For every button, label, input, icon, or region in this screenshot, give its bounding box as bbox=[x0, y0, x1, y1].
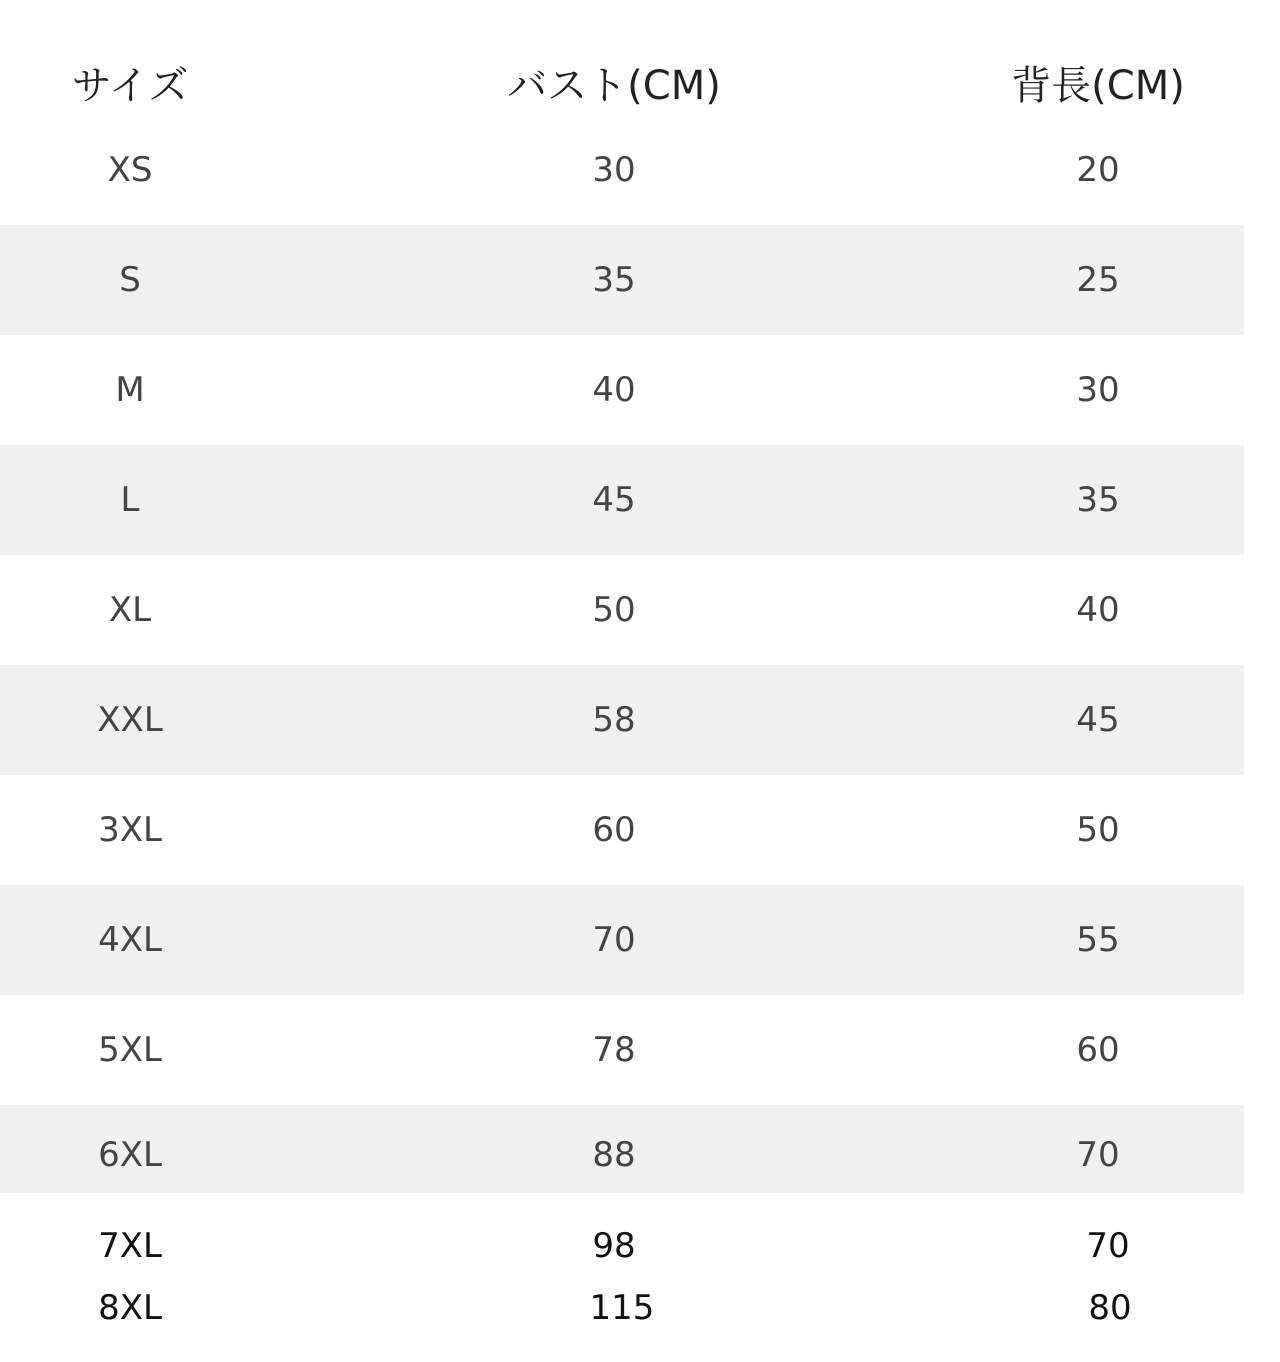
cell-size: 8XL bbox=[98, 1288, 162, 1328]
cell-back-length: 70 bbox=[1076, 1135, 1120, 1175]
header-size: サイズ bbox=[71, 62, 189, 109]
cell-size: XS bbox=[107, 150, 153, 190]
cell-back-length: 40 bbox=[1076, 590, 1120, 630]
cell-size: 7XL bbox=[98, 1226, 162, 1266]
cell-size: 5XL bbox=[98, 1030, 162, 1070]
cell-back-length: 35 bbox=[1076, 480, 1120, 520]
header-back-length: 背長(CM) bbox=[1011, 62, 1185, 109]
table-row bbox=[0, 1105, 1244, 1193]
cell-bust: 115 bbox=[589, 1288, 655, 1328]
cell-bust: 50 bbox=[592, 590, 636, 630]
table-row bbox=[0, 115, 1244, 225]
table-header-row bbox=[0, 40, 1244, 124]
cell-back-length: 70 bbox=[1086, 1226, 1130, 1266]
table-row bbox=[0, 665, 1244, 775]
cell-size: S bbox=[119, 260, 141, 300]
table-row bbox=[0, 1220, 1244, 1272]
cell-size: L bbox=[120, 480, 140, 520]
cell-back-length: 30 bbox=[1076, 370, 1120, 410]
cell-bust: 98 bbox=[592, 1226, 636, 1266]
header-bust: バスト(CM) bbox=[507, 62, 721, 109]
cell-back-length: 50 bbox=[1076, 810, 1120, 850]
table-row bbox=[0, 1282, 1244, 1334]
cell-size: 6XL bbox=[98, 1135, 162, 1175]
cell-bust: 40 bbox=[592, 370, 636, 410]
table-row bbox=[0, 335, 1244, 445]
cell-bust: 35 bbox=[592, 260, 636, 300]
table-row bbox=[0, 995, 1244, 1105]
cell-back-length: 45 bbox=[1076, 700, 1120, 740]
table-row bbox=[0, 555, 1244, 665]
table-row bbox=[0, 775, 1244, 885]
cell-back-length: 60 bbox=[1076, 1030, 1120, 1070]
table-row bbox=[0, 885, 1244, 995]
cell-back-length: 80 bbox=[1088, 1288, 1132, 1328]
table-row bbox=[0, 445, 1244, 555]
cell-bust: 58 bbox=[592, 700, 636, 740]
cell-back-length: 55 bbox=[1076, 920, 1120, 960]
cell-bust: 88 bbox=[592, 1135, 636, 1175]
cell-size: 3XL bbox=[98, 810, 162, 850]
cell-bust: 70 bbox=[592, 920, 636, 960]
cell-size: XXL bbox=[97, 700, 163, 740]
cell-bust: 45 bbox=[592, 480, 636, 520]
cell-size: 4XL bbox=[98, 920, 162, 960]
cell-bust: 60 bbox=[592, 810, 636, 850]
cell-bust: 78 bbox=[592, 1030, 636, 1070]
table-row bbox=[0, 225, 1244, 335]
cell-back-length: 25 bbox=[1076, 260, 1120, 300]
cell-size: M bbox=[115, 370, 145, 410]
cell-back-length: 20 bbox=[1076, 150, 1120, 190]
cell-size: XL bbox=[108, 590, 152, 630]
cell-bust: 30 bbox=[592, 150, 636, 190]
